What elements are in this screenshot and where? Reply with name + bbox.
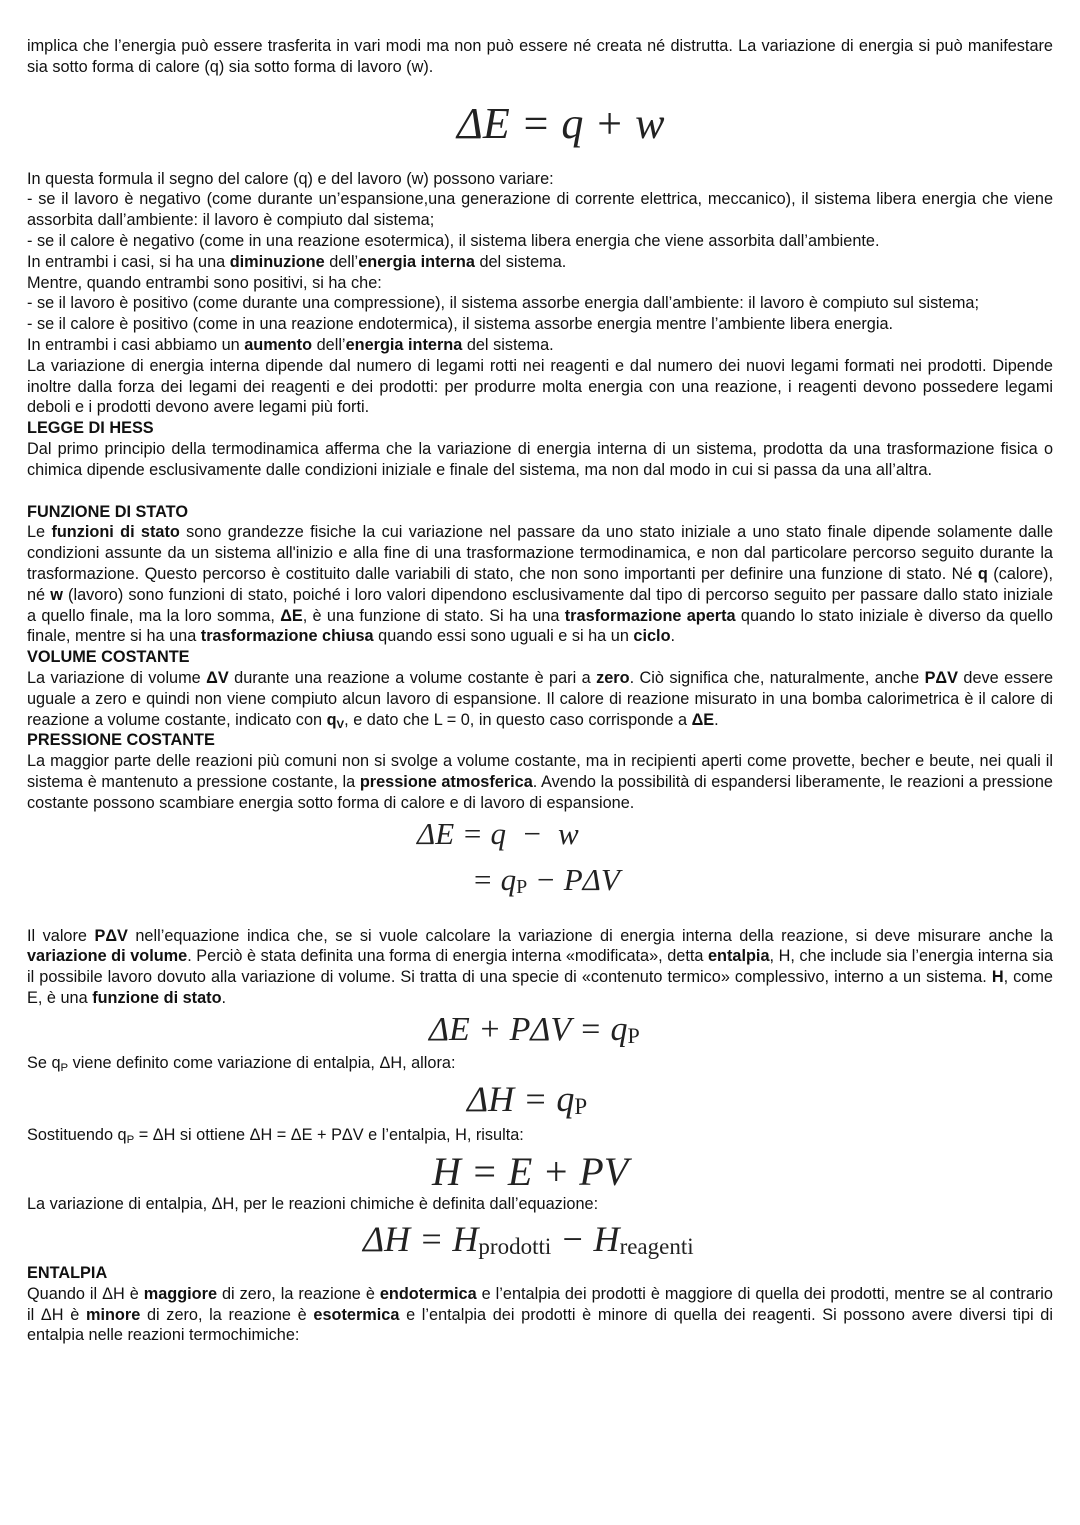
heading-enthalpy: ENTALPIA (27, 1264, 108, 1283)
positive-work-item: - se il lavoro è positivo (come durante una compressione), il sistema assorbe energia dall’ambiente: il lavoro è compiuto sul sistema; (27, 294, 979, 313)
negative-work-item: - se il lavoro è negativo (come durante un’espansione,una generazione di corrente elettrica, meccanico), il sistema libera energia che viene assorbita dall’ambiente: il lavoro è compiuto dal sistema; (27, 190, 1053, 230)
heading-hess: LEGGE DI HESS (27, 419, 154, 438)
hess-paragraph: Dal primo principio della termodinamica afferma che la variazione di energia interna di un sistema, prodotta da una trasformazione fisica o chimica dipende esclusivamente dalle condizioni iniziale e finale del sistema, ma non dal modo in cui si passa da una all’altra. (27, 439, 1053, 479)
equation-enthalpy-heat: $\Delta E + P\Delta V = q_P$ (429, 1010, 640, 1048)
state-function-paragraph: Le funzioni di stato sono grandezze fisiche la cui variazione nel passare da uno stato iniziale a uno stato finale dipende solamente dalle condizioni assunte da un sistema all'inizio e alla fine di una trasformazione termodinamica, e non dal particolare percorso seguito durante la trasformazione. Questo percorso è costituito dalle variabili di stato, che non sono importanti per definire una funzione di stato. Né q (calore), né w (lavoro) sono funzioni di stato, poiché i loro valori dipendono esclusivamente dal tipo di percorso seguito per passare dallo stato iniziale a quello finale, ma la loro somma, ΔE, è una funzione di stato. Si ha una trasformazione aperta quando lo stato iniziale è diverso da quello finale, mentre si ha una trasformazione chiusa quando essi sono uguali e si ha un ciclo. (27, 523, 1054, 646)
sign-intro: In questa formula il segno del calore (q) e del lavoro (w) possono variare: (27, 169, 554, 188)
both-positive-sentence: Mentre, quando entrambi sono positivi, si ha che: (27, 273, 382, 292)
increase-sentence: In entrambi i casi abbiamo un aumento dell’energia interna del sistema. (27, 335, 554, 354)
negative-heat-item: - se il calore è negativo (come in una reazione esotermica), il sistema libera energia che viene assorbita dall’ambiente. (27, 231, 880, 250)
substitution-sentence: Sostituendo $q_P = \Delta H$ si ottiene ΔH = ΔE + PΔV e l’entalpia, H, risulta: (27, 1126, 524, 1147)
equation-enthalpy-definition: H = E + PV (432, 1149, 629, 1195)
constant-pressure-paragraph: La maggior parte delle reazioni più comuni non si svolge a volume costante, ma in recipienti aperti come provette, becher e beute, nei quali il sistema è mantenuto a pressione costante, la pressione atmosferica. Avendo la possibilità di espandersi liberamente, le reazioni a pressione costante possono scambiare energia sotto forma di calore e di lavoro di espansione. (27, 752, 1053, 812)
equation-energy-pressure: ΔE = q − w = $q_P - P\Delta V$ (417, 815, 620, 898)
pdv-paragraph: Il valore PΔV nell’equazione indica che, se si vuole calcolare la variazione di energia interna della reazione, si deve misurare anche la variazione di volume. Perciò è stata definita una forma di energia interna «modificata», detta entalpia, H, che include sia l’energia interna sia il possibile lavoro dovuto alla variazione di volume. Si tratta di una specie di «contenuto termico» complessivo, interno a un sistema. H, come E, è una funzione di stato. (27, 926, 1053, 1007)
heading-state-function: FUNZIONE DI STATO (27, 502, 188, 521)
document-page (27, 36, 1053, 1346)
equation-first-law: ΔE = q + w (457, 98, 665, 148)
intro-paragraph: implica che l’energia può essere trasferita in vari modi ma non può essere né creata né distrutta. La variazione di energia si può manifestare sia sotto forma di calore (q) sia sotto forma di lavoro (w). (27, 37, 1053, 76)
qp-definition: Se $q_P$ viene definito come variazione di entalpia, ΔH, allora: (27, 1053, 456, 1074)
heading-constant-pressure: PRESSIONE COSTANTE (27, 731, 215, 750)
constant-volume-paragraph: La variazione di volume ΔV durante una reazione a volume costante è pari a zero. Ciò significa che, naturalmente, anche PΔV deve essere uguale a zero e quindi non viene compiuto alcun lavoro di espansione. Il calore di reazione misurato in una bomba calorimetrica è il calore di reazione a volume costante, indicato con $q_V$, e dato che L = 0, in questo caso corrisponde a ΔE. (27, 668, 1053, 731)
enthalpy-variation-sentence: La variazione di entalpia, ΔH, per le reazioni chimiche è definita dall’equazione: (27, 1195, 599, 1214)
bonds-paragraph: La variazione di energia interna dipende dal numero di legami rotti nei reagenti e dal numero dei nuovi legami formati nei prodotti. Dipende inoltre dalla forza dei legami dei reagenti e dei prodotti: per produrre molta energia con una reazione, i reagenti devono possedere legami deboli e i prodotti devono avere legami più forti. (27, 356, 1053, 417)
equation-delta-h: $\Delta H = q_P$ (467, 1079, 588, 1120)
heading-constant-volume: VOLUME COSTANTE (27, 648, 190, 667)
positive-heat-item: - se il calore è positivo (come in una reazione endotermica), il sistema assorbe energia mentre l’ambiente libera energia. (27, 315, 894, 334)
enthalpy-paragraph: Quando il ΔH è maggiore di zero, la reazione è endotermica e l’entalpia dei prodotti è maggiore di quella dei prodotti, mentre se al contrario il ΔH è minore di zero, la reazione è esotermica e l’entalpia dei prodotti è minore di quella dei reagenti. Si possono avere diversi tipi di entalpia nelle reazioni termochimiche: (27, 1284, 1053, 1345)
equation-delta-h-products: $\Delta H = H_{prodotti} - H_{reagenti}$ (363, 1219, 694, 1260)
decrease-sentence: In entrambi i casi, si ha una diminuzione dell’energia interna del sistema. (27, 252, 567, 271)
equation-energy-pressure-line2: = $q_P - P\Delta V$ (472, 861, 620, 898)
